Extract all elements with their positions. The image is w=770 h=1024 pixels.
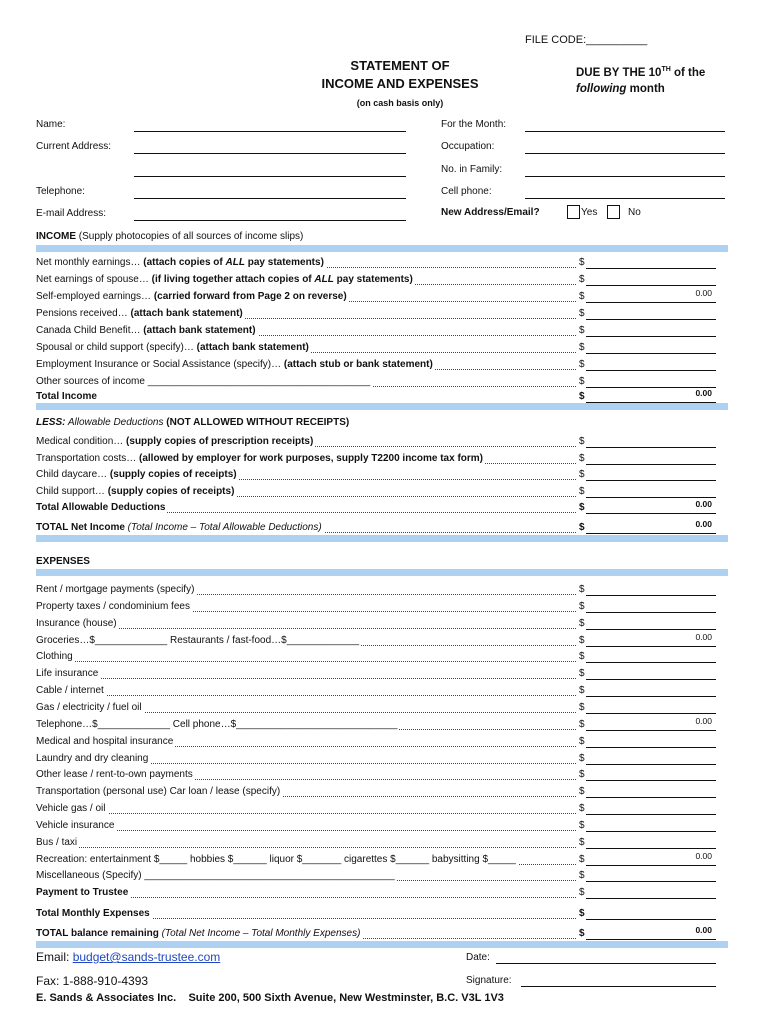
total-expenses-amount[interactable] <box>579 906 716 922</box>
row-bold: (if living together attach copies of <box>151 274 315 285</box>
row-bold: (carried forward from Page 2 on reverse) <box>153 291 347 302</box>
section-divider <box>36 941 728 948</box>
currency: $ <box>579 502 585 513</box>
row-bold: (supply copies of receipts) <box>109 469 237 480</box>
currency: $ <box>579 522 585 533</box>
amount-value: 0.00 <box>695 388 712 398</box>
amount-field[interactable] <box>579 289 716 305</box>
expense-row <box>36 616 576 632</box>
cash-basis-note: (on cash basis only) <box>356 98 444 108</box>
expense-label: Property taxes / condominium fees <box>36 601 190 612</box>
expense-row <box>36 734 576 750</box>
net-income-label: TOTAL Net Income <box>36 522 125 533</box>
row-bold-2: pay statements) <box>333 274 413 285</box>
row-bold-italic: ALL <box>225 257 245 268</box>
currency: $ <box>579 887 585 898</box>
section-divider <box>36 403 728 410</box>
amount-field[interactable] <box>579 599 716 615</box>
expenses-heading: EXPENSES <box>36 556 90 567</box>
amount-field[interactable] <box>579 434 716 450</box>
amount-field[interactable] <box>579 885 716 901</box>
email-label: E-mail Address: <box>36 208 107 219</box>
amount-value: 0.00 <box>695 851 712 861</box>
currency: $ <box>579 719 585 730</box>
amount-value: 0.00 <box>695 632 712 642</box>
row-bold: (supply copies of receipts) <box>107 486 235 497</box>
expense-label: Bus / taxi <box>36 837 78 848</box>
total-deductions-label: Total Allowable Deductions <box>36 502 166 513</box>
row-text: Transportation costs… <box>36 453 140 464</box>
footer-address <box>36 992 504 1004</box>
family-label: No. in Family: <box>441 164 503 175</box>
expense-row <box>36 885 576 901</box>
for-month-field[interactable] <box>525 131 725 132</box>
footer-email <box>36 950 220 964</box>
email-field[interactable] <box>134 220 406 221</box>
row-bold: (attach bank statement) <box>143 325 256 336</box>
expense-label: Transportation (personal use) Car loan / lease (specify) <box>36 786 281 797</box>
row-text: Employment Insurance or Social Assistance (specify)… <box>36 359 284 370</box>
currency: $ <box>579 870 585 881</box>
amount-value: 0.00 <box>695 716 712 726</box>
income-row <box>36 340 576 356</box>
expense-row <box>36 767 576 783</box>
address-field-1[interactable] <box>134 153 406 154</box>
row-bold: (attach bank statement) <box>196 342 309 353</box>
deductions-heading-less: LESS: <box>36 417 66 428</box>
amount-field[interactable] <box>579 818 716 834</box>
amount-value: 0.00 <box>695 925 712 935</box>
address-field-2[interactable] <box>134 176 406 177</box>
income-heading <box>36 231 303 242</box>
income-row <box>36 272 576 288</box>
expense-label: Medical and hospital insurance <box>36 736 174 747</box>
income-row <box>36 306 576 322</box>
currency: $ <box>579 635 585 646</box>
expense-row <box>36 700 576 716</box>
deduction-row <box>36 484 576 500</box>
due-italic: following <box>576 82 627 95</box>
expense-row <box>36 649 576 665</box>
page-title <box>250 57 550 93</box>
occupation-field[interactable] <box>525 153 725 154</box>
currency: $ <box>579 736 585 747</box>
amount-field[interactable] <box>579 649 716 665</box>
deductions-heading-bold: (NOT ALLOWED WITHOUT RECEIPTS) <box>163 417 350 428</box>
expense-label: Laundry and dry cleaning <box>36 753 149 764</box>
title-line-2: INCOME AND EXPENSES <box>321 76 479 91</box>
amount-value: 0.00 <box>695 288 712 298</box>
expense-row <box>36 852 576 868</box>
income-row <box>36 323 576 339</box>
date-field[interactable] <box>496 963 716 964</box>
currency: $ <box>579 618 585 629</box>
currency: $ <box>579 376 585 387</box>
balance-row <box>36 926 576 942</box>
expense-row <box>36 751 576 767</box>
signature-label: Signature: <box>466 975 512 986</box>
telephone-field[interactable] <box>134 198 406 199</box>
expense-row <box>36 717 576 733</box>
for-month-label: For the Month: <box>441 119 507 130</box>
expense-label: Life insurance <box>36 668 99 679</box>
row-text: Canada Child Benefit… <box>36 325 144 336</box>
balance-formula: (Total Net Income – Total Monthly Expenses) <box>158 928 361 939</box>
currency: $ <box>579 837 585 848</box>
expense-label: Other lease / rent-to-own payments <box>36 769 193 780</box>
expense-label: Rent / mortgage payments (specify) <box>36 584 195 595</box>
currency: $ <box>579 753 585 764</box>
row-text: Pensions received… <box>36 308 131 319</box>
total-income-label: Total Income <box>36 391 97 402</box>
email-link[interactable]: budget@sands-trustee.com <box>72 950 221 964</box>
expense-row <box>36 582 576 598</box>
row-text: Self-employed earnings… <box>36 291 154 302</box>
income-row <box>36 255 576 271</box>
amount-field[interactable] <box>579 767 716 783</box>
currency: $ <box>579 769 585 780</box>
total-expenses-row <box>36 906 576 922</box>
amount-field[interactable] <box>579 868 716 884</box>
currency: $ <box>579 391 585 402</box>
net-income-amount[interactable] <box>579 520 716 536</box>
due-rest: month <box>626 82 665 95</box>
amount-field[interactable] <box>579 717 716 733</box>
currency: $ <box>579 820 585 831</box>
amount-value: 0.00 <box>695 519 712 529</box>
company-address: Suite 200, 500 Sixth Avenue, New Westminster, B.C. V3L 1V3 <box>188 992 504 1004</box>
due-prefix: DUE BY THE 10 <box>576 66 662 79</box>
expense-label: Miscellaneous (Specify) _____________________________________________ <box>36 870 395 881</box>
currency: $ <box>579 601 585 612</box>
amount-field[interactable] <box>579 340 716 356</box>
yes-checkbox[interactable] <box>567 205 580 219</box>
currency: $ <box>579 359 585 370</box>
row-text: Medical condition… <box>36 436 127 447</box>
deduction-row <box>36 451 576 467</box>
currency: $ <box>579 651 585 662</box>
amount-field[interactable] <box>579 734 716 750</box>
expense-label: Vehicle insurance <box>36 820 115 831</box>
footer-email-label: Email: <box>36 950 73 964</box>
currency: $ <box>579 928 585 939</box>
expense-row <box>36 633 576 649</box>
currency: $ <box>579 803 585 814</box>
currency: $ <box>579 453 585 464</box>
amount-field[interactable] <box>579 582 716 598</box>
income-heading-rest: (Supply photocopies of all sources of income slips) <box>76 231 304 242</box>
amount-field[interactable] <box>579 683 716 699</box>
row-bold: (attach stub or bank statement) <box>283 359 433 370</box>
cell-label: Cell phone: <box>441 186 492 197</box>
amount-field[interactable] <box>579 255 716 271</box>
income-row <box>36 357 576 373</box>
deductions-heading-italic: Allowable Deductions <box>65 417 164 428</box>
cell-field[interactable] <box>525 198 725 199</box>
expense-label: Cable / internet <box>36 685 104 696</box>
row-bold: (allowed by employer for work purposes, supply T2200 income tax form) <box>139 453 483 464</box>
due-sup: TH <box>661 66 671 73</box>
currency: $ <box>579 308 585 319</box>
expense-row <box>36 784 576 800</box>
currency: $ <box>579 342 585 353</box>
yes-label: Yes <box>581 207 598 218</box>
amount-value: 0.00 <box>695 499 712 509</box>
expense-label: Payment to Trustee <box>36 887 129 898</box>
section-divider <box>36 569 728 576</box>
currency: $ <box>579 668 585 679</box>
expense-row <box>36 683 576 699</box>
currency: $ <box>579 469 585 480</box>
total-deductions-amount[interactable] <box>579 500 716 516</box>
currency: $ <box>579 436 585 447</box>
expense-label: Clothing <box>36 651 73 662</box>
amount-field[interactable] <box>579 784 716 800</box>
currency: $ <box>579 257 585 268</box>
amount-field[interactable] <box>579 451 716 467</box>
row-bold: (attach bank statement) <box>130 308 243 319</box>
expense-label: Vehicle gas / oil <box>36 803 106 814</box>
row-bold: (supply copies of prescription receipts) <box>126 436 314 447</box>
due-notice <box>576 62 705 97</box>
amount-field[interactable] <box>579 666 716 682</box>
currency: $ <box>579 584 585 595</box>
occupation-label: Occupation: <box>441 141 495 152</box>
currency: $ <box>579 908 585 919</box>
currency: $ <box>579 854 585 865</box>
name-label: Name: <box>36 119 66 130</box>
amount-field[interactable] <box>579 852 716 868</box>
file-code: FILE CODE:__________ <box>525 34 648 46</box>
currency: $ <box>579 786 585 797</box>
new-address-label: New Address/Email? <box>441 207 540 218</box>
expense-row <box>36 599 576 615</box>
total-expenses-label: Total Monthly Expenses <box>36 908 150 919</box>
deduction-row <box>36 467 576 483</box>
currency: $ <box>579 702 585 713</box>
balance-label: TOTAL balance remaining <box>36 928 159 939</box>
net-income-formula: (Total Income – Total Allowable Deductions) <box>124 522 322 533</box>
row-bold: (attach copies of <box>143 257 226 268</box>
amount-field[interactable] <box>579 633 716 649</box>
balance-amount[interactable] <box>579 926 716 942</box>
title-line-1: STATEMENT OF <box>350 58 450 73</box>
income-row <box>36 374 576 390</box>
signature-field[interactable] <box>521 986 716 987</box>
expense-label: Gas / electricity / fuel oil <box>36 702 142 713</box>
current-address-label: Current Address: <box>36 141 112 152</box>
row-text: Net earnings of spouse… <box>36 274 152 285</box>
expense-label: Insurance (house) <box>36 618 117 629</box>
amount-field[interactable] <box>579 306 716 322</box>
section-divider <box>36 245 728 252</box>
no-label: No <box>628 207 641 218</box>
currency: $ <box>579 291 585 302</box>
currency: $ <box>579 325 585 336</box>
due-suffix: of the <box>670 66 706 79</box>
row-text: Child support… <box>36 486 108 497</box>
amount-field[interactable] <box>579 751 716 767</box>
currency: $ <box>579 274 585 285</box>
row-bold-2: pay statements) <box>244 257 324 268</box>
no-checkbox[interactable] <box>607 205 620 219</box>
expense-row <box>36 801 576 817</box>
deduction-row <box>36 434 576 450</box>
expense-row <box>36 666 576 682</box>
expense-row <box>36 835 576 851</box>
row-text: Net monthly earnings… <box>36 257 144 268</box>
company-name: E. Sands & Associates Inc. <box>36 992 177 1004</box>
expense-label: Groceries…$_____________ Restaurants / fast-food…$_____________ <box>36 635 360 646</box>
income-row <box>36 289 576 305</box>
amount-field[interactable] <box>579 467 716 483</box>
currency: $ <box>579 486 585 497</box>
footer-fax: Fax: 1-888-910-4393 <box>36 974 149 988</box>
row-text: Child daycare… <box>36 469 110 480</box>
section-divider <box>36 535 728 542</box>
expense-row <box>36 868 576 884</box>
total-deductions-row <box>36 500 576 516</box>
row-text: Other sources of income ________________________________________ <box>36 376 371 387</box>
family-field[interactable] <box>525 176 725 177</box>
currency: $ <box>579 685 585 696</box>
row-bold-italic: ALL <box>314 274 334 285</box>
date-label: Date: <box>466 952 490 963</box>
expense-row <box>36 818 576 834</box>
net-income-row <box>36 520 576 536</box>
name-field[interactable] <box>134 131 406 132</box>
income-heading-bold: INCOME <box>36 231 76 242</box>
expense-label: Recreation: entertainment $_____ hobbies $______ liquor $_______ cigarettes $______ babysitting $_____ <box>36 854 516 865</box>
telephone-label: Telephone: <box>36 186 85 197</box>
amount-field[interactable] <box>579 357 716 373</box>
row-text: Spousal or child support (specify)… <box>36 342 197 353</box>
amount-field[interactable] <box>579 801 716 817</box>
deductions-heading <box>36 417 349 428</box>
expense-label: Telephone…$_____________ Cell phone…$_____________________________ <box>36 719 398 730</box>
amount-field[interactable] <box>579 323 716 339</box>
